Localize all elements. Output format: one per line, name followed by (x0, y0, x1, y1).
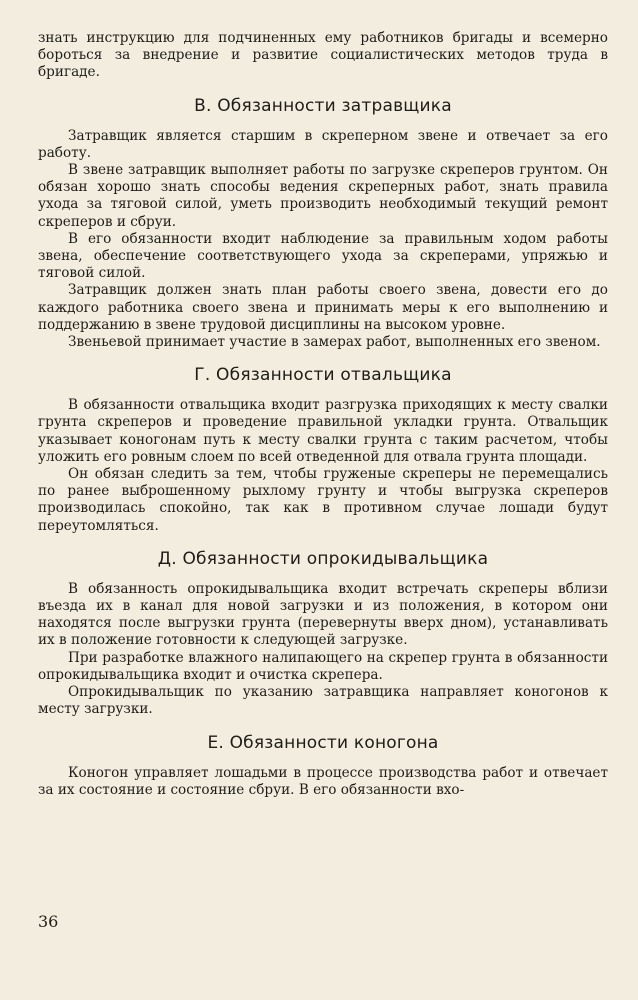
paragraph: В обязанности отвальщика входит разгрузка приходящих к месту свалки грунта скреперов и проведение правильной укладки грунта. Отвальщик указывает коногонам путь к месту свалки грунта с таким расчетом, чтобы уложить его ровным слоем по всей отведенной для отвала грунта площади. (38, 397, 608, 465)
section-title-konogon: Е. Обязанности коногона (207, 732, 439, 753)
section-title-otvalshchik: Г. Обязанности отвальщика (194, 365, 452, 386)
paragraph: Затравщик является старшим в скреперном звене и отвечает за его работу. (38, 127, 608, 161)
paragraph: Коногон управляет лошадьми в процессе производства работ и отвечает за их состояние и состояние сбруи. В его обязанности вхо- (38, 764, 608, 798)
paragraph: В обязанность опрокидывальщика входит встречать скреперы вблизи въезда их в канал для новой загрузки и из положения, в котором они находятся после выгрузки грунта (перевернуты вверх дном), устанавливать их в положение готовности к следующей загрузке. (38, 580, 608, 649)
intro-paragraph: знать инструкцию для подчиненных ему работников бригады и всемерно бороться за внедрение и развитие социалистических методов труда в бригаде. (38, 30, 608, 81)
paragraph: Затравщик должен знать план работы своего звена, довести его до каждого работника своего звена и принимать меры к его выполнению и поддержанию в звене трудовой дисциплины на высоком уровне. (38, 282, 608, 333)
paragraph: Он обязан следить за тем, чтобы груженые скреперы не перемещались по ранее выброшенному рыхлому грунту и чтобы выгрузка скреперов производилась спокойно, так как в противном случае лошади будут переутомляться. (38, 466, 608, 534)
page-number: 36 (38, 912, 59, 931)
paragraph: Звеньевой принимает участие в замерах работ, выполненных его звеном. (68, 334, 601, 351)
section-title-oprokidyvalshchik: Д. Обязанности опрокидывальщика (157, 548, 489, 569)
paragraph: При разработке влажного налипающего на скрепер грунта в обязанности опрокидывальщика входит и очистка скрепера. (38, 649, 608, 683)
paragraph: В звене затравщик выполняет работы по загрузке скреперов грунтом. Он обязан хорошо знать способы ведения скреперных работ, знать правила ухода за тяговой силой, уметь производить необходимый текущий ремонт скреперов и сбруи. (38, 162, 608, 230)
paragraph: Опрокидывальщик по указанию затравщика направляет коногонов к месту загрузки. (38, 684, 608, 718)
section-title-zatravshchik: В. Обязанности затравщика (194, 95, 452, 116)
paragraph: В его обязанности входит наблюдение за правильным ходом работы звена, обеспечение соответствующего ухода за скреперами, упряжью и тяговой силой. (38, 230, 608, 282)
